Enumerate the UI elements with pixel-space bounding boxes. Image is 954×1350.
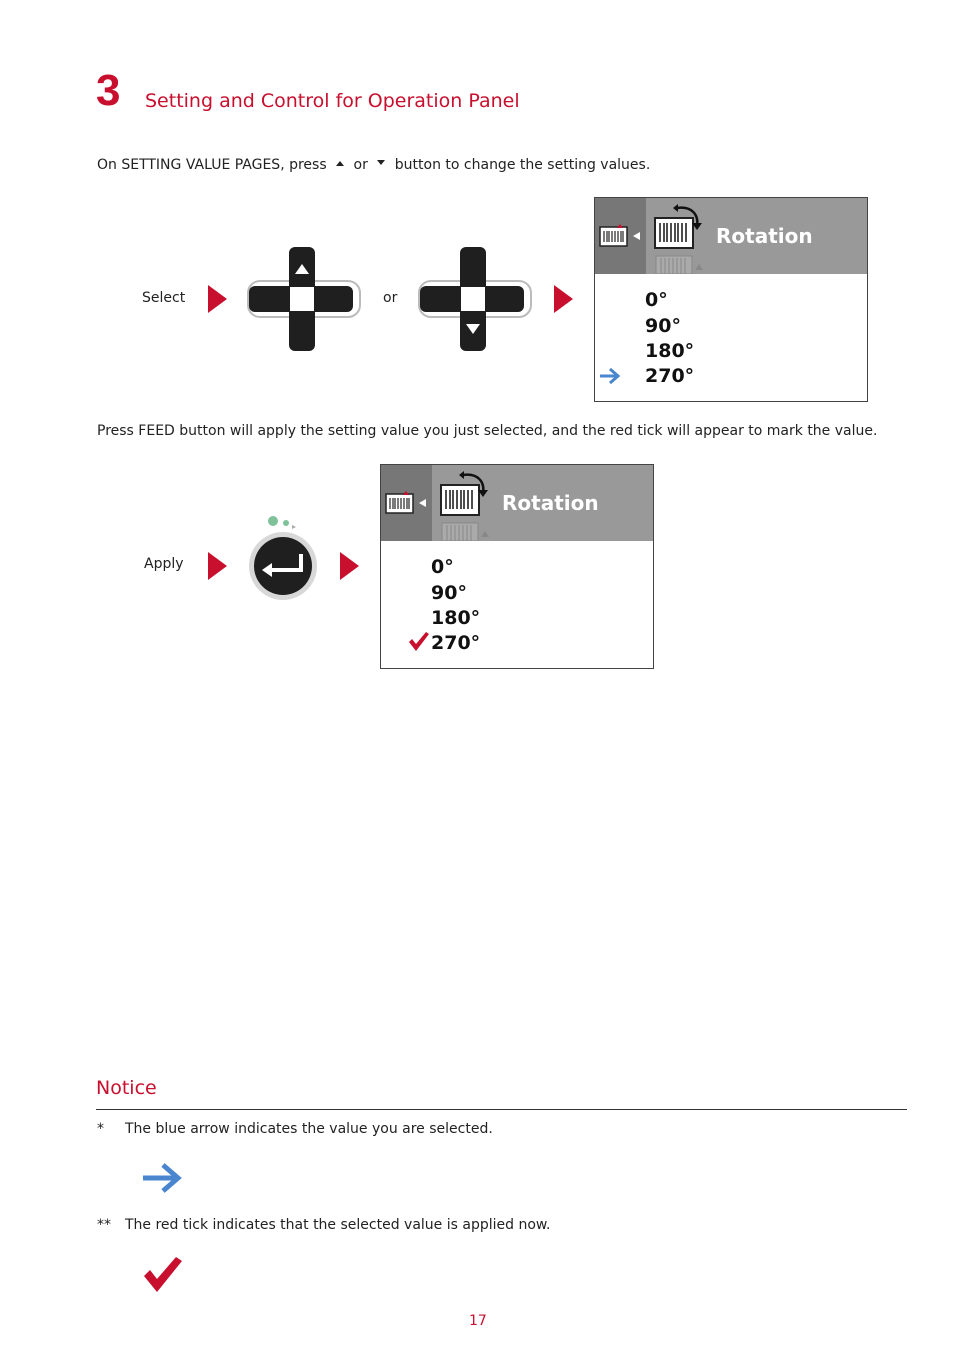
notice-item-text: The red tick indicates that the selected value is applied now.: [125, 1217, 551, 1233]
printer-label-icon: [381, 465, 432, 541]
intro-suffix: button to change the setting values.: [394, 157, 651, 173]
rotation-value: 90°: [431, 582, 467, 604]
rotation-value-selected: 270°: [645, 365, 695, 387]
blue-arrow-icon: [141, 1162, 183, 1194]
rotation-value: 90°: [645, 315, 681, 337]
apply-paragraph: Press FEED button will apply the setting value you just selected, and the red tick will appear to mark the value.: [97, 423, 878, 439]
notice-marker: *: [97, 1121, 104, 1137]
or-label: or: [383, 290, 398, 306]
rotation-screen-selected: [594, 197, 868, 402]
red-tick-icon: [143, 1257, 183, 1293]
rotation-value: 180°: [431, 607, 481, 629]
notice-divider: [96, 1109, 907, 1110]
red-arrow-icon: [208, 552, 227, 580]
screen-header: [595, 198, 867, 274]
red-arrow-icon: [208, 285, 227, 313]
rotation-value: 180°: [645, 340, 695, 362]
up-triangle-icon: [335, 158, 345, 168]
intro-paragraph: [97, 157, 650, 173]
chapter-title: Setting and Control for Operation Panel: [145, 90, 520, 112]
notice-item-text: The blue arrow indicates the value you are selected.: [125, 1121, 493, 1137]
dpad-down-icon: [416, 244, 536, 354]
screen-title: Rotation: [716, 224, 813, 248]
blue-arrow-icon: [598, 367, 622, 385]
screen-header-left: [381, 465, 432, 541]
screen-header-left: [595, 198, 646, 274]
apply-label: Apply: [144, 556, 184, 572]
rotation-value-applied: 270°: [431, 632, 481, 654]
screen-header: [381, 465, 653, 541]
rotation-barcode-icon: [651, 204, 711, 274]
intro-prefix: On SETTING VALUE PAGES, press: [97, 157, 327, 173]
page-number: 17: [469, 1313, 487, 1329]
red-arrow-icon: [340, 552, 359, 580]
rotation-screen-applied: [380, 464, 654, 669]
notice-marker: **: [97, 1217, 111, 1233]
select-label: Select: [142, 290, 186, 306]
intro-or: or: [353, 157, 368, 173]
rotation-value: 0°: [431, 556, 454, 578]
printer-label-icon: [595, 198, 646, 274]
dpad-up-icon: [245, 244, 365, 354]
notice-title: Notice: [96, 1077, 157, 1099]
red-tick-icon: [408, 632, 430, 652]
down-triangle-icon: [376, 158, 386, 168]
red-arrow-icon: [554, 285, 573, 313]
rotation-value: 0°: [645, 289, 668, 311]
rotation-barcode-icon: [437, 471, 497, 541]
feed-button-icon: [245, 512, 325, 604]
screen-title: Rotation: [502, 491, 599, 515]
chapter-number: 3: [96, 66, 121, 115]
